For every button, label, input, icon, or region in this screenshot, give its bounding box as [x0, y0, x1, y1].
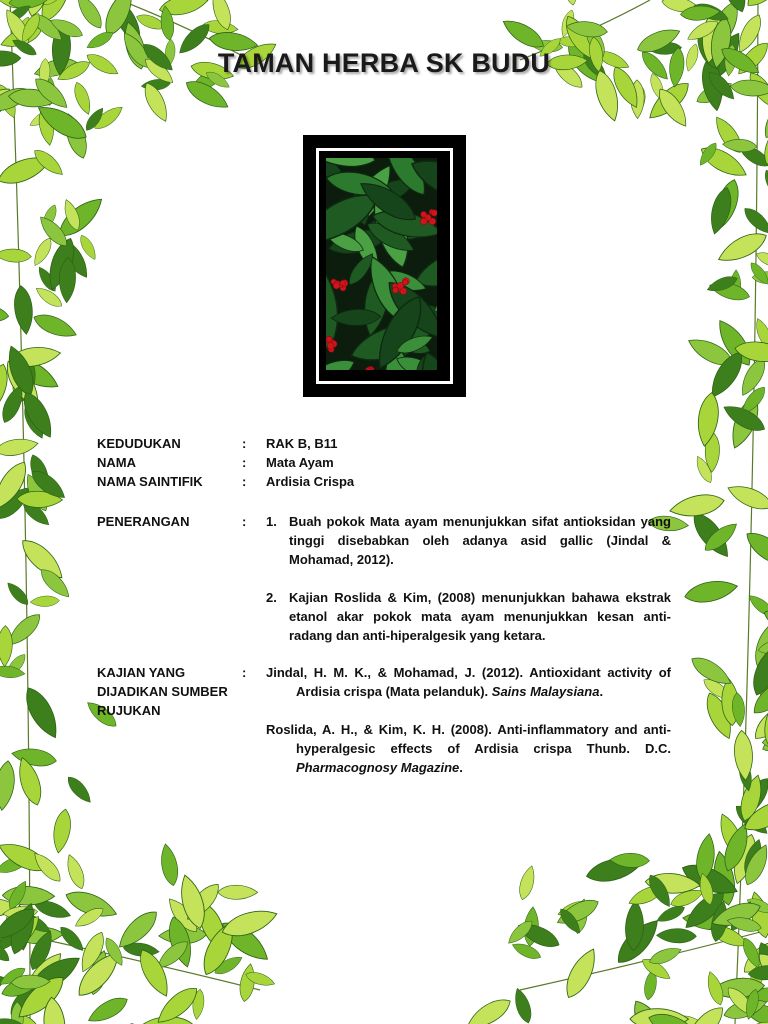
- leaf: [0, 303, 10, 324]
- berry: [400, 288, 407, 295]
- reference-entry: [266, 663, 671, 701]
- leaf: [714, 227, 768, 268]
- leaf: [0, 760, 17, 812]
- section-label-line: RUJUKAN: [97, 703, 161, 718]
- leaf: [31, 310, 79, 343]
- leaf: [725, 480, 768, 514]
- section-label-line: KAJIAN YANG: [97, 665, 186, 680]
- field-label: NAMA: [97, 455, 136, 470]
- leaf: [12, 285, 35, 336]
- leaf: [741, 526, 768, 573]
- item-text: Buah pokok Mata ayam menunjukkan sifat antioksidan yang tinggi disebabkan oleh adanya asid gallic (Jindal & Mohamad, 2012).: [289, 514, 671, 567]
- item-text: Kajian Roslida & Kim, (2008) menunjukkan bahawa ekstrak etanol akar pokok mata ayam menunjukkan kesan anti-radang dan anti-hiperalgesik yang ketara.: [289, 590, 671, 643]
- reference-entry: [266, 720, 671, 777]
- berry: [393, 287, 399, 293]
- field-colon: :: [242, 474, 247, 489]
- section-label: PENERANGAN: [97, 514, 190, 529]
- leaf: [733, 730, 755, 781]
- leaf: [747, 260, 768, 287]
- berry: [431, 210, 437, 217]
- leaf: [656, 928, 696, 943]
- leaf: [761, 167, 768, 204]
- section-label-line: DIJADIKAN SUMBER: [97, 684, 228, 699]
- plant-photo: [326, 158, 437, 370]
- leaf: [0, 248, 32, 263]
- leaf: [740, 204, 768, 238]
- reference-journal: Sains Malaysiana: [491, 684, 600, 699]
- photo-mat: [316, 148, 453, 384]
- berry: [421, 211, 427, 217]
- field-colon: :: [242, 514, 247, 529]
- leaf: [30, 595, 60, 607]
- berry: [340, 280, 345, 285]
- field-value: Mata Ayam: [266, 455, 334, 470]
- berry: [327, 342, 334, 349]
- leaf: [742, 0, 768, 12]
- leaf: [64, 773, 95, 806]
- berry: [420, 218, 427, 225]
- leaf: [19, 683, 64, 742]
- leaf: [683, 577, 739, 606]
- leaf: [463, 993, 515, 1024]
- reference-text: Jindal, H. M. K., & Mohamad, J. (2012). Antioxidant activity of Ardisia crispa (Mata pelanduk).: [266, 665, 671, 699]
- leaf: [50, 808, 73, 854]
- field-colon: :: [242, 436, 247, 451]
- reference-end: .: [599, 684, 604, 699]
- leaf: [71, 80, 94, 116]
- page-title: TAMAN HERBA SK BUDU: [217, 48, 551, 78]
- leaf: [85, 992, 131, 1024]
- leaf: [72, 0, 106, 32]
- plant-photo-frame: [303, 135, 466, 397]
- leaf: [511, 986, 535, 1024]
- leaf: [563, 0, 579, 6]
- field-value: RAK B, B11: [266, 436, 338, 451]
- reference-end: .: [459, 760, 463, 775]
- reference-text: Roslida, A. H., & Kim, K. H. (2008). Anti-inflammatory and anti-hyperalgesic effects of Ardisia crispa Thunb. D.C.: [266, 722, 671, 756]
- field-label: KEDUDUKAN: [97, 436, 181, 451]
- section-label: [97, 663, 257, 720]
- leaf: [57, 923, 88, 954]
- berry: [333, 282, 340, 289]
- leaf: [63, 852, 88, 891]
- item-number: 2.: [266, 590, 277, 605]
- reference-journal: Pharmacognosy Magazine: [296, 760, 460, 775]
- leaf: [218, 885, 258, 899]
- leaf: [11, 745, 58, 768]
- field-label: NAMA SAINTIFIK: [97, 474, 203, 489]
- field-colon: :: [242, 455, 247, 470]
- leaf: [158, 843, 181, 888]
- leaf: [516, 864, 538, 901]
- leaf: [4, 579, 32, 608]
- field-value: Ardisia Crispa: [266, 474, 355, 489]
- item-number: 1.: [266, 514, 277, 529]
- leaf: [0, 626, 13, 667]
- field-colon: :: [242, 665, 247, 680]
